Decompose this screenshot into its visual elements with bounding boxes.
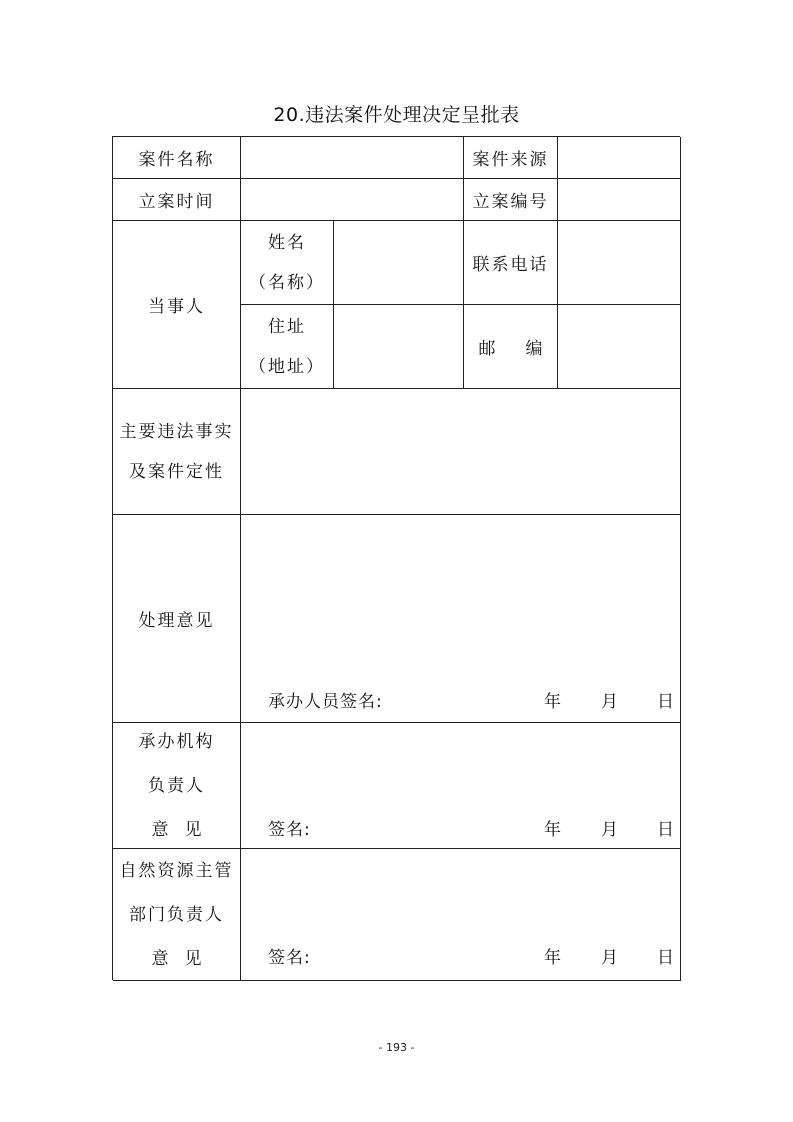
- agency-label-line1: 承办机构: [138, 731, 215, 752]
- handling-month: 月: [601, 692, 618, 712]
- postcode-label-text: 邮编: [478, 339, 573, 359]
- facts-label: [113, 389, 241, 515]
- filing-number-label: 立案编号: [464, 179, 558, 221]
- party-name-label: [241, 221, 334, 305]
- department-signature-label: 签名:: [268, 948, 311, 968]
- facts-label-line1: 主要违法事实: [119, 421, 234, 442]
- handling-label: 处理意见: [113, 515, 241, 723]
- facts-field[interactable]: [241, 389, 681, 515]
- agency-day: 日: [657, 820, 674, 840]
- phone-field[interactable]: [558, 221, 681, 305]
- handling-year: 年: [544, 692, 561, 712]
- department-year: 年: [544, 948, 561, 968]
- filing-time-label: 立案时间: [113, 179, 241, 221]
- filing-number-field[interactable]: [558, 179, 681, 221]
- agency-label-line2: 负责人: [148, 775, 205, 796]
- department-label-line2: 部门负责人: [129, 904, 224, 925]
- party-name-field[interactable]: [334, 221, 464, 305]
- party-name-label-line2: （名称）: [249, 272, 325, 293]
- form-title: 20.违法案件处理决定呈批表: [273, 104, 520, 126]
- agency-signature-label: 签名:: [268, 820, 311, 840]
- agency-label: [113, 723, 241, 849]
- phone-label: 联系电话: [464, 221, 558, 305]
- party-name-label-line1: 姓名: [268, 232, 306, 253]
- department-month: 月: [601, 948, 618, 968]
- postcode-field[interactable]: [558, 305, 681, 389]
- party-address-field[interactable]: [334, 305, 464, 389]
- party-address-label: [241, 305, 334, 389]
- case-source-label: 案件来源: [464, 137, 558, 179]
- postcode-label: [464, 305, 573, 389]
- department-day: 日: [657, 948, 674, 968]
- handling-day: 日: [657, 692, 674, 712]
- party-address-label-line2: （地址）: [249, 356, 325, 377]
- case-name-label: 案件名称: [113, 137, 241, 179]
- handling-signature-label: 承办人员签名:: [268, 692, 383, 712]
- department-label-line3: 意见: [151, 948, 218, 969]
- department-label: [113, 849, 241, 981]
- page-number: - 193 -: [378, 1041, 415, 1054]
- case-source-field[interactable]: [558, 137, 681, 179]
- approval-form-table: [112, 136, 680, 980]
- agency-month: 月: [601, 820, 618, 840]
- facts-label-line2: 及案件定性: [129, 461, 224, 482]
- case-name-field[interactable]: [241, 137, 464, 179]
- agency-year: 年: [544, 820, 561, 840]
- party-label: 当事人: [113, 221, 241, 389]
- party-address-label-line1: 住址: [268, 316, 306, 337]
- department-label-line1: 自然资源主管: [119, 860, 234, 881]
- filing-time-field[interactable]: [241, 179, 464, 221]
- agency-label-line3: 意见: [151, 819, 218, 840]
